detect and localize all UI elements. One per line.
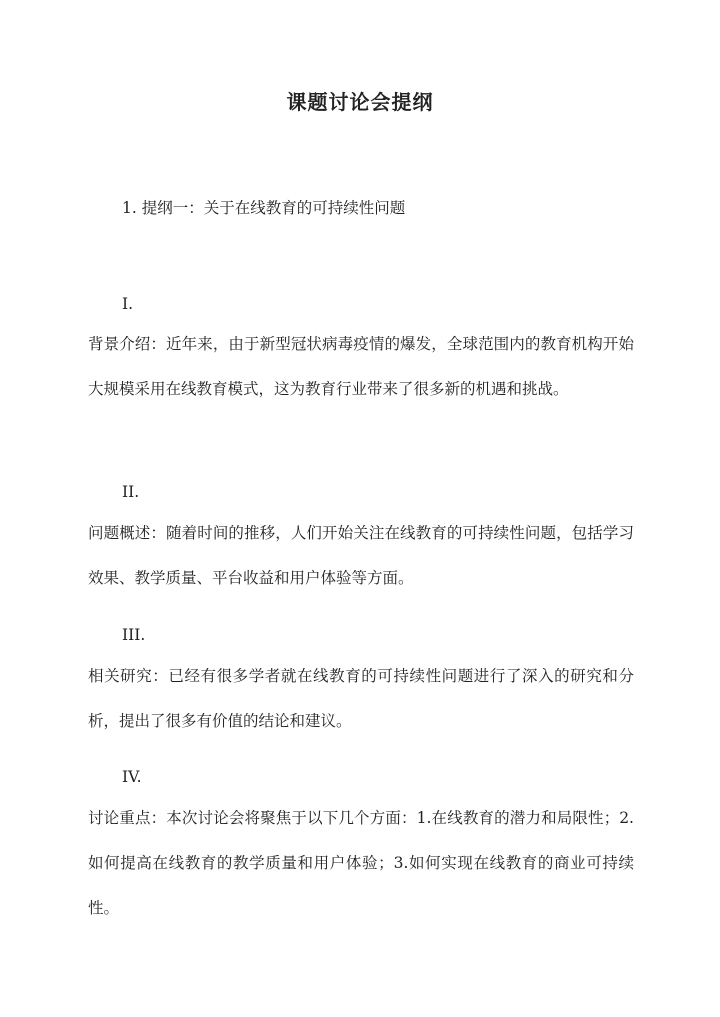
section-paragraph-4: 讨论重点：本次讨论会将聚焦于以下几个方面：1.在线教育的潜力和局限性；2.如何提高在线教育的教学质量和用户体验；3.如何实现在线教育的商业可持续性。 (88, 809, 634, 917)
section-paragraph-2: 问题概述：随着时间的推移，人们开始关注在线教育的可持续性问题，包括学习效果、教学质量、平台收益和用户体验等方面。 (88, 524, 634, 587)
section-paragraph-3: 相关研究：已经有很多学者就在线教育的可持续性问题进行了深入的研究和分析，提出了很多有价值的结论和建议。 (88, 667, 634, 730)
outline-heading: 1. 提纲一：关于在线教育的可持续性问题 (122, 199, 406, 217)
document-title: 课题讨论会提纲 (286, 90, 434, 114)
section-numeral-2: II. (122, 483, 140, 501)
section-numeral-4: IV. (122, 768, 142, 786)
section-numeral-1: I. (122, 295, 134, 313)
section-numeral-3: III. (122, 626, 146, 644)
section-paragraph-1: 背景介绍：近年来，由于新型冠状病毒疫情的爆发，全球范围内的教育机构开始大规模采用在线教育模式，这为教育行业带来了很多新的机遇和挑战。 (88, 335, 634, 398)
